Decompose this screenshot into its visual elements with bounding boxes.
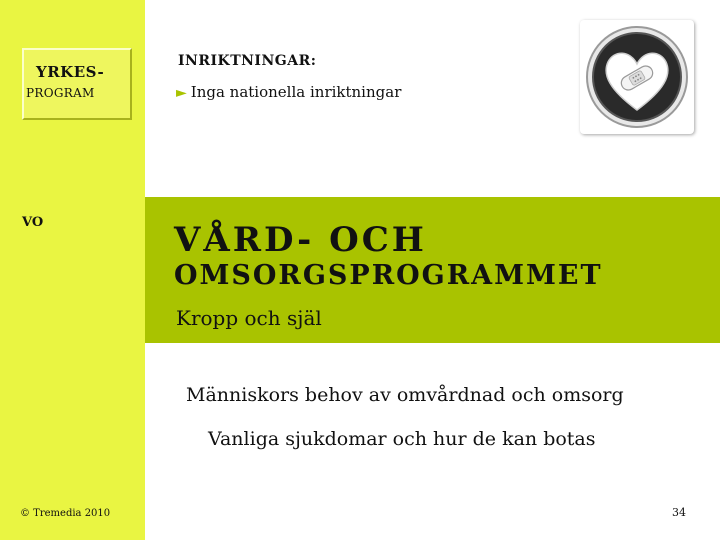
topic-item: Människors behov av omvårdnad och omsorg <box>186 384 624 406</box>
program-code: VO <box>22 215 44 230</box>
inriktningar-text: Inga nationella inriktningar <box>190 83 402 101</box>
heart-bandage-icon <box>580 20 694 134</box>
copyright-text: © Tremedia 2010 <box>20 508 111 519</box>
title-line-1: VÅRD- OCH <box>174 220 427 260</box>
inriktningar-item <box>176 83 401 101</box>
program-subtitle: PROGRAM <box>26 86 95 100</box>
program-box <box>22 48 132 120</box>
page-number: 34 <box>672 506 686 519</box>
tagline: Kropp och själ <box>176 306 322 330</box>
arrow-right-icon: ► <box>176 85 187 101</box>
title-line-2: OMSORGSPROGRAMMET <box>174 260 603 291</box>
topic-item: Vanliga sjukdomar och hur de kan botas <box>208 428 596 450</box>
program-title: YRKES- <box>36 63 105 81</box>
inriktningar-label: INRIKTNINGAR: <box>178 53 317 69</box>
